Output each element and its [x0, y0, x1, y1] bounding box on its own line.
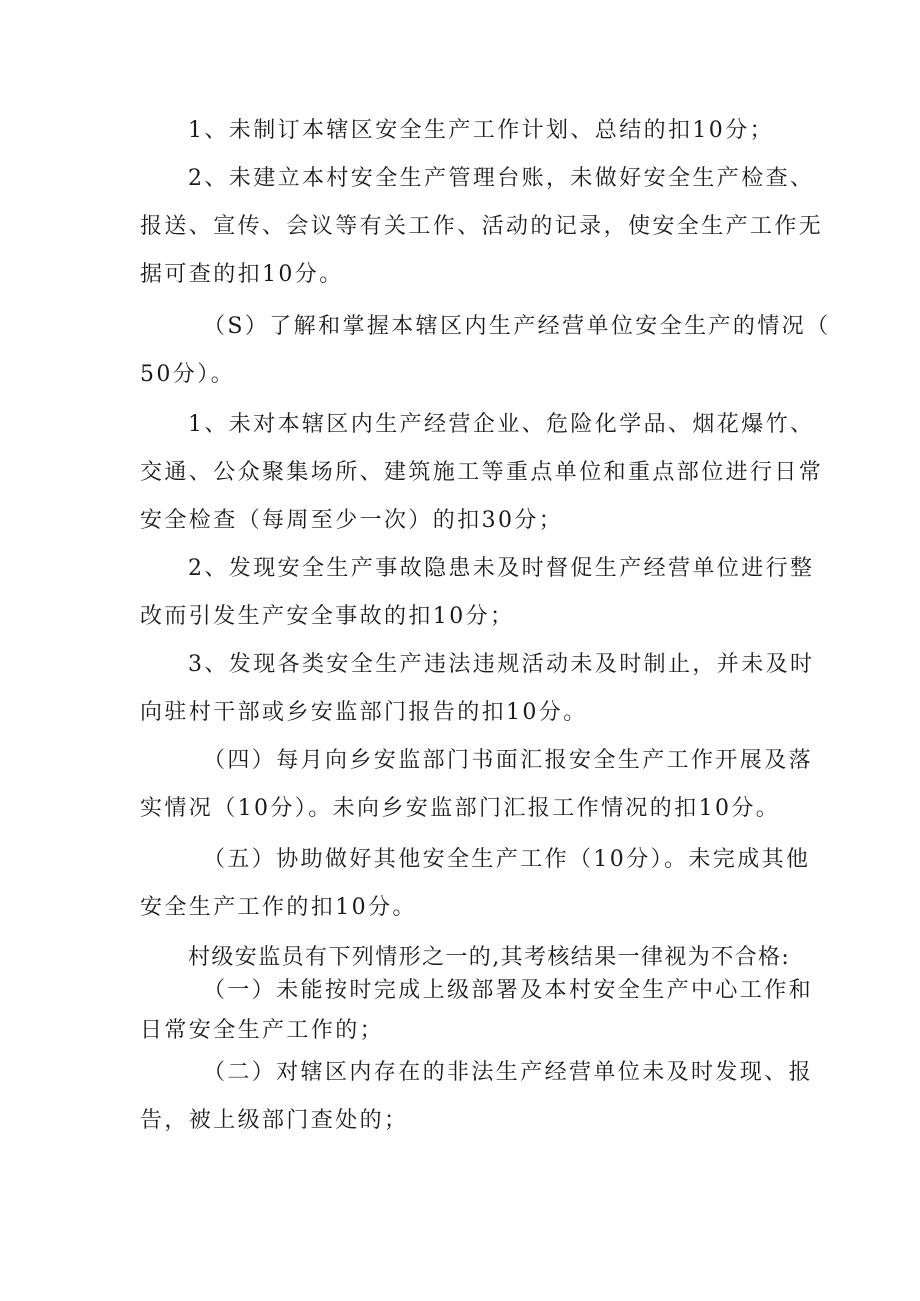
s-item-2-line-2: 改而引发生产安全事故的扣10分；	[140, 604, 515, 629]
section-5-line-2: 安全生产工作的扣10分。	[140, 895, 417, 920]
disqualify-item-1-line-1: （一）未能按时完成上级部署及本村安全生产中心工作和	[203, 978, 814, 1003]
section-4-line-2: 实情况（10分）。未向乡安监部门汇报工作情况的扣10分。	[140, 796, 781, 821]
disqualify-item-1-line-2: 日常安全生产工作的；	[140, 1018, 385, 1043]
s-item-3-line-1: 3、发现各类安全生产违法违规活动未及时制止，并未及时	[188, 652, 815, 677]
disqualify-item-2-line-1: （二）对辖区内存在的非法生产经营单位未及时发现、报	[203, 1060, 814, 1085]
item-2-ledger-line-3: 据可查的扣10分。	[140, 262, 344, 287]
s-item-1-line-2: 交通、公众聚集场所、建筑施工等重点单位和重点部位进行日常	[140, 460, 824, 485]
s-item-1-line-3: 安全检查（每周至少一次）的扣30分；	[140, 508, 564, 533]
item-2-ledger-line-1: 2、未建立本村安全生产管理台账，未做好安全生产检查、	[188, 166, 815, 191]
disqualification-intro: 村级安监员有下列情形之一的,其考核结果一律视为不合格:	[188, 945, 791, 970]
item-1-plan-summary: 1、未制订本辖区安全生产工作计划、总结的扣10分；	[188, 118, 774, 143]
section-s-heading-line-1: （S）了解和掌握本辖区内生产经营单位安全生产的情况（	[203, 314, 831, 339]
section-4-line-1: （四）每月向乡安监部门书面汇报安全生产工作开展及落	[203, 748, 814, 773]
s-item-3-line-2: 向驻村干部或乡安监部门报告的扣10分。	[140, 700, 588, 725]
s-item-1-line-1: 1、未对本辖区内生产经营企业、危险化学品、烟花爆竹、	[188, 412, 815, 437]
disqualify-item-2-line-2: 告，被上级部门查处的；	[140, 1108, 409, 1133]
s-item-2-line-1: 2、发现安全生产事故隐患未及时督促生产经营单位进行整	[188, 556, 815, 581]
item-2-ledger-line-2: 报送、宣传、会议等有关工作、活动的记录，使安全生产工作无	[140, 214, 824, 239]
section-s-heading-line-2: 50分）。	[140, 362, 235, 387]
section-5-line-1: （五）协助做好其他安全生产工作（10分）。未完成其他	[203, 847, 811, 872]
